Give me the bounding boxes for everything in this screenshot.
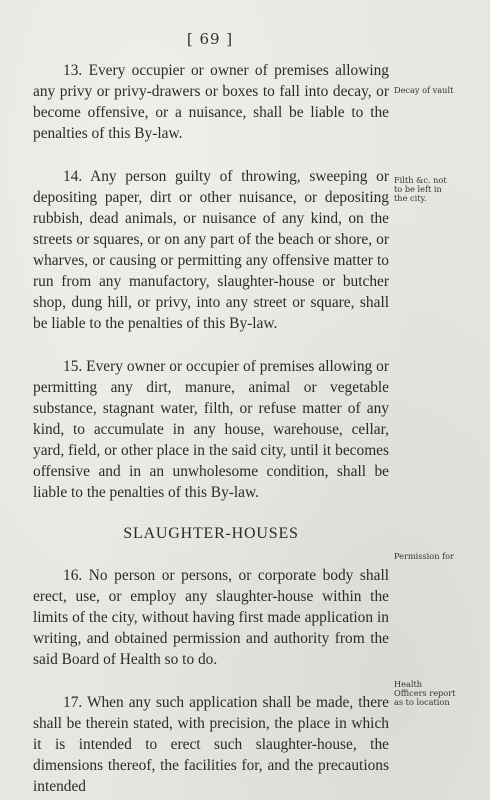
page-number: [ 69 ] <box>186 30 234 48</box>
section-heading: SLAUGHTER-HOUSES <box>123 525 299 542</box>
margin-note-health-officers: Health Officers report as to location <box>394 679 456 707</box>
paragraph-14: 14. Any person guilty of throwing, sweeping or depositing paper, dirt or other nuisance, or depositing rubbish, dead animals, or nuisance of any kind, on the streets or squares, or on any part of the beach or shore, or wharves, or causing or permitting any offensive matter to run from any manufactory, slaughter-house or butcher shop, dung hill, or privy, into any street or square, shall be liable to the penalties of this By-law. <box>33 168 389 332</box>
text-column <box>33 60 389 797</box>
margin-note-permission: Permission for <box>394 551 454 561</box>
margin-note-filth: Filth &c. not to be left in the city. <box>394 175 447 203</box>
paragraph-15: 15. Every owner or occupier of premises allowing or permitting any dirt, manure, animal or vegetable substance, stagnant water, filth, or refuse matter of any kind, to accumulate in any house, warehouse, cellar, yard, field, or other place in the said city, until it becomes offensive and in an unwholesome condition, shall be liable to the penalties of this By-law. <box>33 358 389 501</box>
paragraph-13: 13. Every occupier or owner of premises allowing any privy or privy-drawers or boxes to fall into decay, or become offensive, or a nuisance, shall be liable to the penalties of this By-law. <box>33 62 389 142</box>
paragraph-17: 17. When any such application shall be made, there shall be therein stated, with precision, the place in which it is intended to erect such slaughter-house, the dimensions thereof, the facilities for, and the precautions intended <box>33 694 389 795</box>
margin-note-decay-of-vault: Decay of vault <box>394 85 454 95</box>
paragraph-16: 16. No person or persons, or corporate body shall erect, use, or employ any slaughter-house within the limits of the city, without having first made application in writing, and obtained permission and authority from the said Board of Health so to do. <box>33 567 389 668</box>
